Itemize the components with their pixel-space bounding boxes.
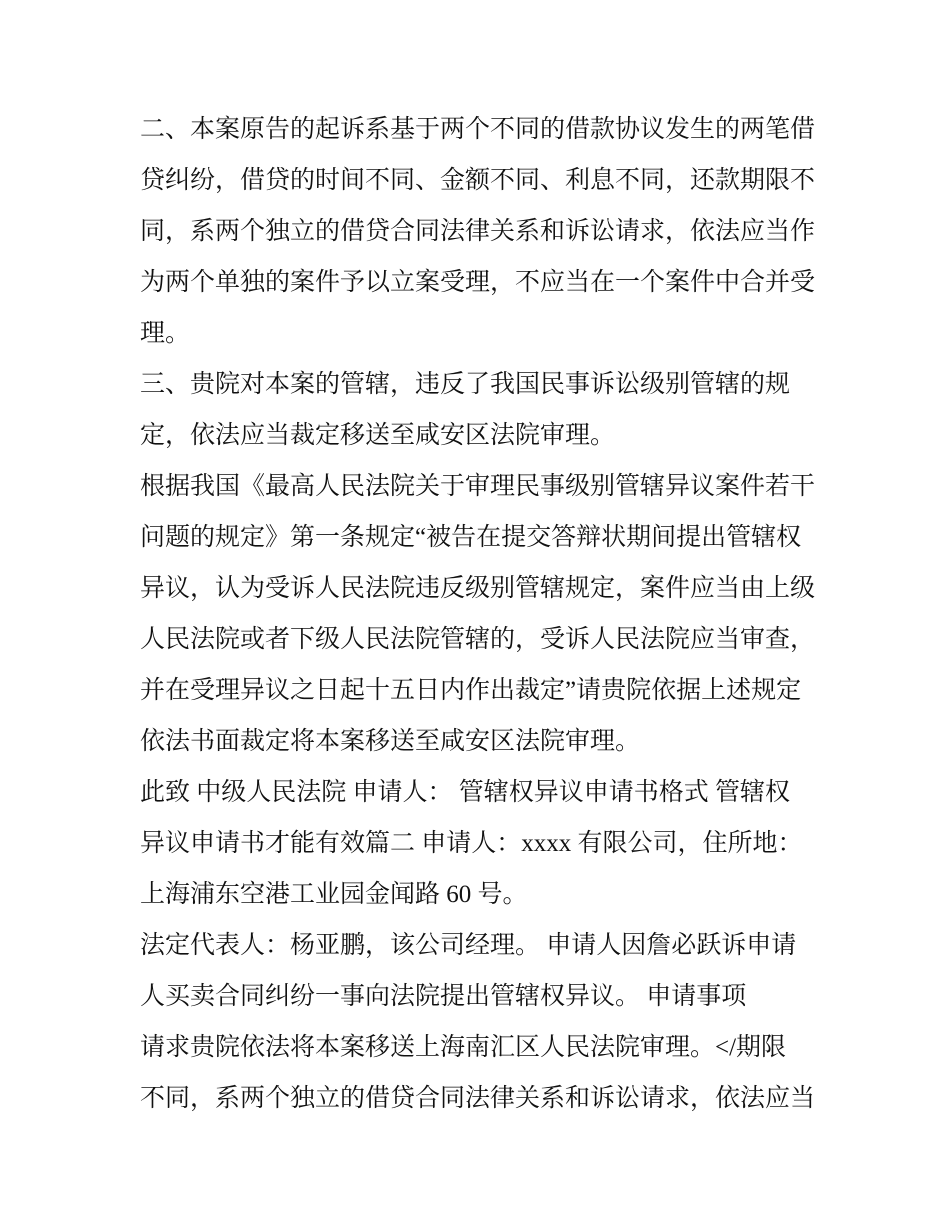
text-line: 定，依法应当裁定移送至咸安区法院审理。 bbox=[140, 422, 616, 449]
text-line: 并在受理异议之日起十五日内作出裁定”请贵院依据上述规定 bbox=[140, 677, 802, 704]
text-line: 理。 bbox=[140, 320, 191, 347]
text-line: 法定代表人：杨亚鹏，该公司经理。 申请人因詹必跃诉申请 bbox=[140, 932, 797, 959]
text-line: 同，系两个独立的借贷合同法律关系和诉讼请求，依法应当作 bbox=[140, 218, 816, 245]
text-line: 贷纠纷，借贷的时间不同、金额不同、利息不同，还款期限不 bbox=[140, 167, 816, 194]
paragraph-representative bbox=[140, 920, 830, 1124]
text-line: 二、本案原告的起诉系基于两个不同的借款协议发生的两笔借 bbox=[140, 116, 816, 143]
text-line: 三、贵院对本案的管辖，违反了我国民事诉讼级别管辖的规 bbox=[140, 371, 791, 398]
document-body bbox=[140, 104, 830, 1124]
text-line: 问题的规定》第一条规定“被告在提交答辩状期间提出管辖权 bbox=[140, 524, 802, 551]
text-line: 异议，认为受诉人民法院违反级别管辖规定，案件应当由上级 bbox=[140, 575, 816, 602]
text-line: 此致 中级人民法院 申请人： 管辖权异议申请书格式 管辖权 bbox=[140, 779, 791, 806]
text-line: 根据我国《最高人民法院关于审理民事级别管辖异议案件若干 bbox=[140, 473, 816, 500]
text-line: 异议申请书才能有效篇二 申请人：xxxx 有限公司，住所地： bbox=[140, 830, 803, 857]
text-line: 依法书面裁定将本案移送至咸安区法院审理。 bbox=[140, 728, 641, 755]
paragraph-closing bbox=[140, 767, 830, 920]
paragraph-3 bbox=[140, 359, 830, 461]
paragraph-2 bbox=[140, 104, 830, 359]
paragraph-legal-basis bbox=[140, 461, 830, 767]
text-line: 为两个单独的案件予以立案受理，不应当在一个案件中合并受 bbox=[140, 269, 816, 296]
text-line: 不同，系两个独立的借贷合同法律关系和诉讼请求，依法应当 bbox=[140, 1085, 816, 1112]
text-line: 请求贵院依法将本案移送上海南汇区人民法院审理。</期限 bbox=[140, 1034, 787, 1061]
text-line: 人民法院或者下级人民法院管辖的，受诉人民法院应当审查， bbox=[140, 626, 816, 653]
text-line: 人买卖合同纠纷一事向法院提出管辖权异议。 申请事项 bbox=[140, 983, 747, 1010]
text-line: 上海浦东空港工业园金闻路 60 号。 bbox=[140, 881, 528, 908]
